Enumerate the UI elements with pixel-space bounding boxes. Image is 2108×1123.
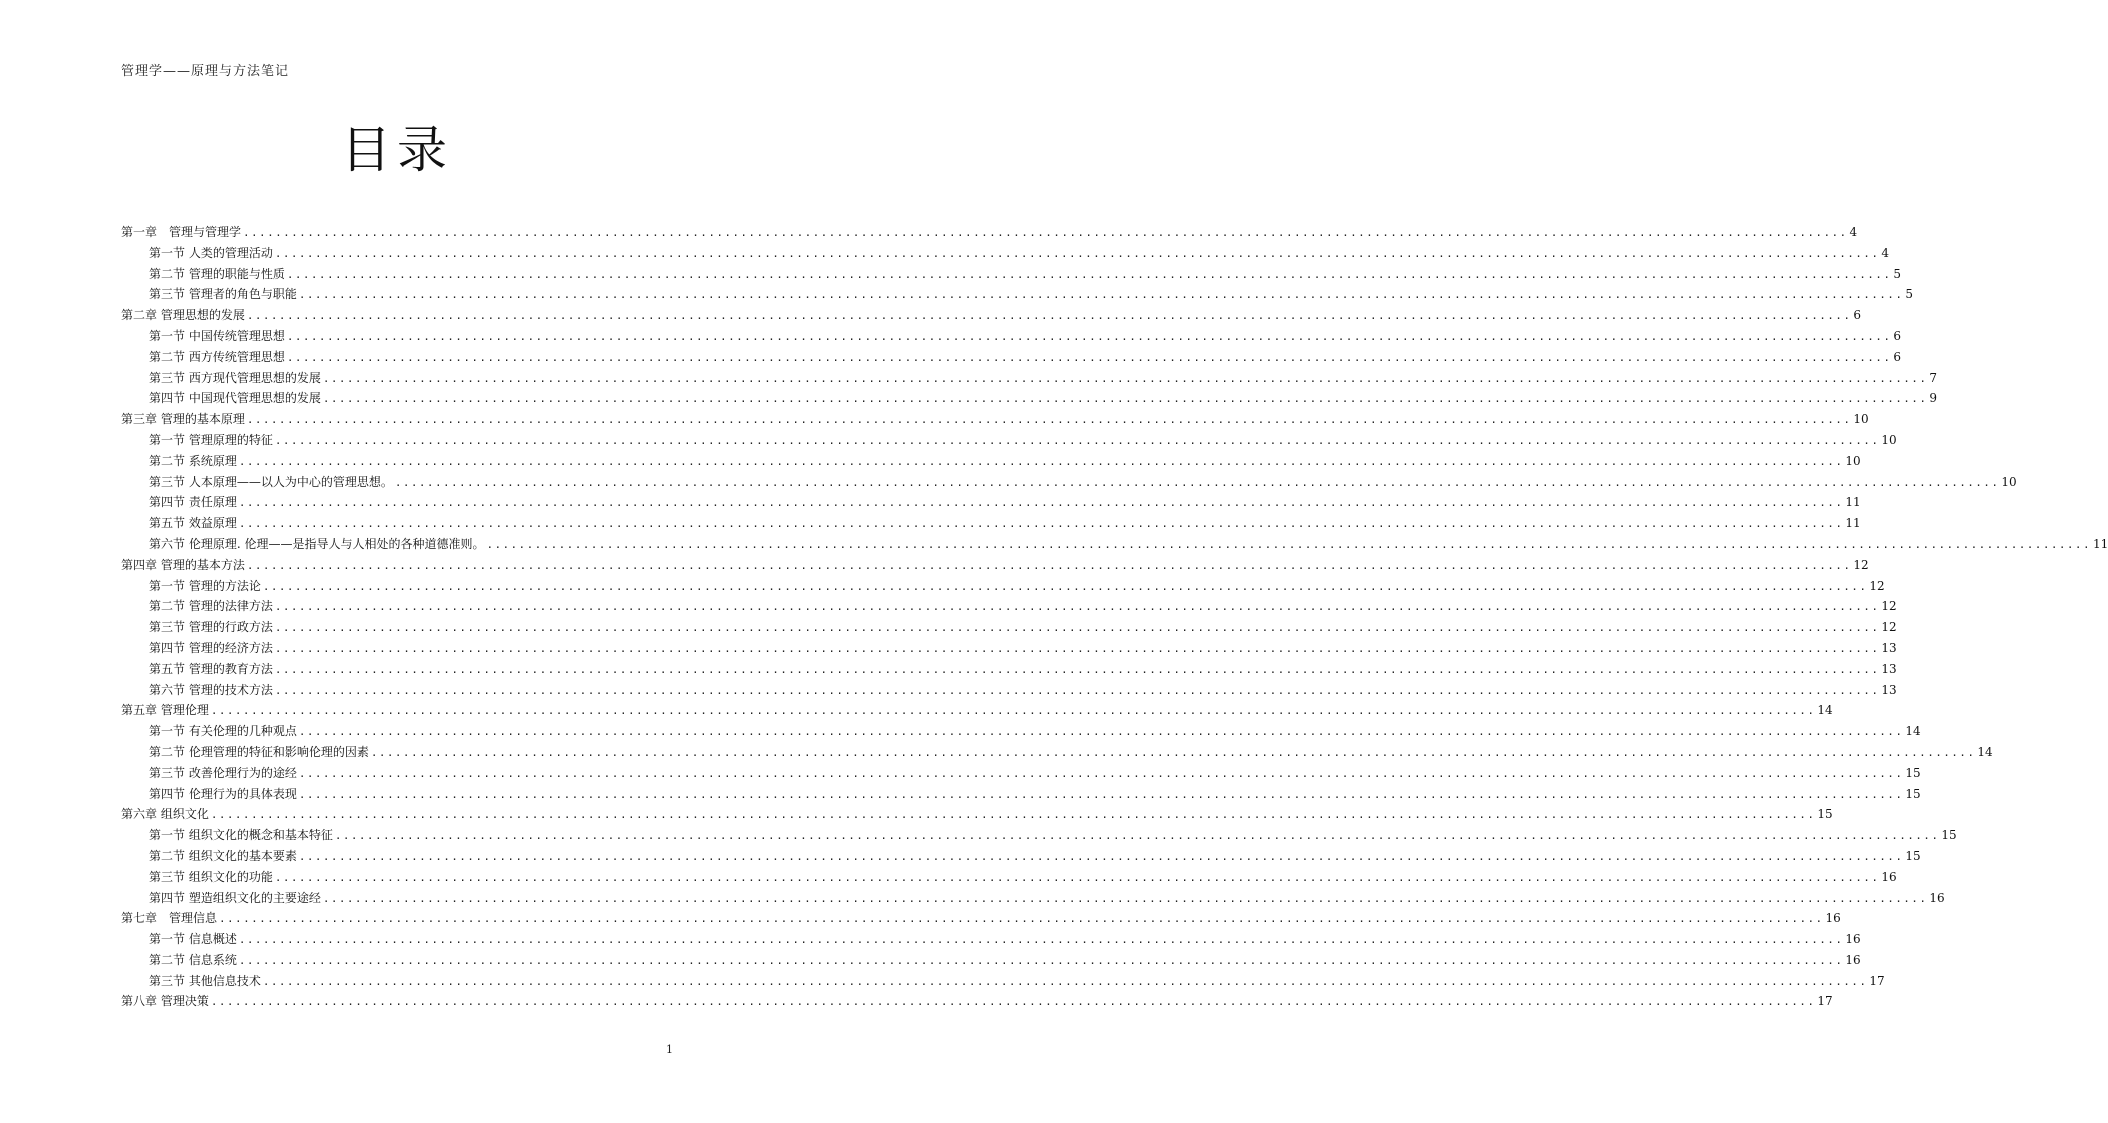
- toc-dot-leader: ........................................................................................................................................................................................................: [298, 725, 1904, 739]
- toc-entry-label: 第五章 管理伦理: [121, 703, 209, 718]
- toc-section-entry[interactable]: [121, 534, 2108, 555]
- toc-section-entry[interactable]: [121, 763, 1921, 784]
- toc-entry-label: 第二节 系统原理: [149, 453, 237, 468]
- toc-section-entry[interactable]: [121, 388, 1937, 409]
- toc-section-entry[interactable]: [121, 576, 1885, 597]
- toc-dot-leader: ........................................................................................................................................................................................................: [274, 600, 1880, 614]
- toc-entry-label: 第二节 管理的法律方法: [149, 599, 273, 614]
- toc-entry-label: 第三节 人本原理——以人为中心的管理思想。: [149, 474, 393, 489]
- toc-entry-page: 4: [1881, 245, 1889, 260]
- toc-dot-leader: ........................................................................................................................................................................................................: [370, 745, 1976, 759]
- toc-entry-label: 第一节 组织文化的概念和基本特征: [149, 828, 333, 843]
- toc-entry-label: 第三节 改善伦理行为的途经: [149, 765, 297, 780]
- toc-chapter-entry[interactable]: [121, 804, 1833, 825]
- toc-dot-leader: ........................................................................................................................................................................................................: [210, 995, 1816, 1009]
- toc-entry-label: 第四节 伦理行为的具体表现: [149, 786, 297, 801]
- toc-entry-page: 6: [1893, 349, 1901, 364]
- toc-entry-label: 第三节 管理的行政方法: [149, 620, 273, 635]
- toc-dot-leader: ........................................................................................................................................................................................................: [246, 413, 1852, 427]
- toc-entry-page: 14: [1977, 744, 1993, 759]
- toc-entry-label: 第三章 管理的基本原理: [121, 412, 245, 427]
- toc-entry-label: 第一节 人类的管理活动: [149, 245, 273, 260]
- toc-section-entry[interactable]: [121, 680, 1897, 701]
- toc-dot-leader: ........................................................................................................................................................................................................: [210, 808, 1816, 822]
- toc-entry-label: 第五节 管理的教育方法: [149, 661, 273, 676]
- toc-section-entry[interactable]: [121, 513, 1861, 534]
- toc-chapter-entry[interactable]: [121, 305, 1861, 326]
- toc-dot-leader: ........................................................................................................................................................................................................: [238, 953, 1844, 967]
- toc-dot-leader: ........................................................................................................................................................................................................: [238, 933, 1844, 947]
- toc-dot-leader: ........................................................................................................................................................................................................: [246, 558, 1852, 572]
- toc-entry-label: 第四节 管理的经济方法: [149, 640, 273, 655]
- toc-section-entry[interactable]: [121, 888, 1945, 909]
- toc-entry-label: 第三节 其他信息技术: [149, 973, 261, 988]
- toc-dot-leader: ........................................................................................................................................................................................................: [486, 537, 2091, 551]
- toc-section-entry[interactable]: [121, 326, 1901, 347]
- toc-entry-page: 14: [1905, 724, 1921, 739]
- toc-dot-leader: ........................................................................................................................................................................................................: [210, 704, 1816, 718]
- toc-dot-leader: ........................................................................................................................................................................................................: [262, 974, 1868, 988]
- toc-dot-leader: ........................................................................................................................................................................................................: [322, 371, 1928, 385]
- toc-section-entry[interactable]: [121, 596, 1897, 617]
- toc-dot-leader: ........................................................................................................................................................................................................: [274, 621, 1880, 635]
- toc-entry-label: 第二章 管理思想的发展: [121, 308, 245, 323]
- toc-entry-label: 第二节 信息系统: [149, 952, 237, 967]
- toc-dot-leader: ........................................................................................................................................................................................................: [243, 226, 1848, 239]
- toc-entry-page: 12: [1881, 599, 1897, 614]
- toc-entry-label: 第一章 管理与管理学: [121, 225, 242, 239]
- toc-dot-leader: ........................................................................................................................................................................................................: [274, 870, 1880, 884]
- toc-entry-page: 10: [2001, 474, 2017, 489]
- toc-section-entry[interactable]: [121, 742, 1993, 763]
- toc-chapter-entry[interactable]: [121, 409, 1869, 430]
- document-header: 管理学——原理与方法笔记: [121, 64, 290, 79]
- toc-section-entry[interactable]: [121, 451, 1861, 472]
- toc-dot-leader: ........................................................................................................................................................................................................: [334, 829, 1940, 843]
- toc-section-entry[interactable]: [121, 846, 1921, 867]
- toc-entry-page: 15: [1941, 828, 1957, 843]
- toc-entry-page: 15: [1905, 848, 1921, 863]
- toc-entry-label: 第三节 组织文化的功能: [149, 869, 273, 884]
- toc-entry-label: 第三节 西方现代管理思想的发展: [149, 370, 321, 385]
- toc-entry-label: 第二节 管理的职能与性质: [149, 266, 285, 281]
- toc-entry-page: 6: [1893, 328, 1901, 343]
- toc-entry-label: 第一节 管理原理的特征: [149, 432, 273, 447]
- toc-entry-label: 第一节 信息概述: [149, 932, 237, 947]
- toc-entry-label: 第四节 中国现代管理思想的发展: [149, 391, 321, 406]
- toc-entry-label: 第一节 中国传统管理思想: [149, 328, 285, 343]
- toc-dot-leader: ........................................................................................................................................................................................................: [298, 766, 1904, 780]
- toc-dot-leader: ........................................................................................................................................................................................................: [262, 579, 1868, 593]
- toc-dot-leader: ........................................................................................................................................................................................................: [322, 392, 1928, 406]
- toc-entry-page: 15: [1817, 807, 1833, 822]
- toc-chapter-entry[interactable]: [121, 991, 1833, 1012]
- toc-entry-page: 14: [1817, 703, 1833, 718]
- toc-entry-page: 10: [1853, 412, 1869, 427]
- toc-dot-leader: ........................................................................................................................................................................................................: [274, 641, 1880, 655]
- toc-entry-label: 第二节 西方传统管理思想: [149, 349, 285, 364]
- toc-dot-leader: ........................................................................................................................................................................................................: [286, 267, 1892, 281]
- toc-entry-page: 4: [1849, 225, 1858, 239]
- toc-dot-leader: ........................................................................................................................................................................................................: [219, 912, 1824, 926]
- toc-section-entry[interactable]: [121, 243, 1889, 264]
- toc-entry-page: 15: [1905, 786, 1921, 801]
- toc-section-entry[interactable]: [121, 721, 1921, 742]
- toc-section-entry[interactable]: [121, 430, 1897, 451]
- toc-section-entry[interactable]: [121, 347, 1901, 368]
- toc-entry-page: 13: [1881, 640, 1897, 655]
- toc-dot-leader: ........................................................................................................................................................................................................: [238, 517, 1844, 531]
- toc-entry-label: 第四章 管理的基本方法: [121, 557, 245, 572]
- toc-entry-page: 11: [1845, 516, 1861, 531]
- toc-dot-leader: ........................................................................................................................................................................................................: [246, 309, 1852, 323]
- toc-dot-leader: ........................................................................................................................................................................................................: [274, 683, 1880, 697]
- toc-section-entry[interactable]: [121, 659, 1897, 680]
- toc-entry-page: 16: [1845, 932, 1861, 947]
- toc-section-entry[interactable]: [121, 784, 1921, 805]
- toc-entry-page: 12: [1881, 620, 1897, 635]
- toc-entry-label: 第七章 管理信息: [121, 911, 218, 926]
- toc-entry-page: 10: [1881, 432, 1897, 447]
- toc-entry-page: 9: [1929, 391, 1937, 406]
- toc-section-entry[interactable]: [121, 950, 1861, 971]
- toc-entry-label: 第六节 伦理原理. 伦理——是指导人与人相处的各种道德准则。: [149, 536, 485, 551]
- toc-dot-leader: ........................................................................................................................................................................................................: [238, 454, 1844, 468]
- toc-section-entry[interactable]: [121, 638, 1897, 659]
- toc-entry-page: 11: [1845, 495, 1861, 510]
- toc-entry-page: 5: [1905, 287, 1913, 302]
- toc-dot-leader: ........................................................................................................................................................................................................: [274, 246, 1880, 260]
- toc-entry-page: 17: [1869, 973, 1885, 988]
- toc-entry-page: 16: [1825, 911, 1841, 926]
- toc-section-entry[interactable]: [121, 492, 1861, 513]
- toc-dot-leader: ........................................................................................................................................................................................................: [286, 350, 1892, 364]
- toc-entry-page: 13: [1881, 661, 1897, 676]
- toc-dot-leader: ........................................................................................................................................................................................................: [274, 662, 1880, 676]
- toc-dot-leader: ........................................................................................................................................................................................................: [298, 849, 1904, 863]
- toc-section-entry[interactable]: [121, 264, 1901, 285]
- toc-entry-label: 第二节 伦理管理的特征和影响伦理的因素: [149, 744, 369, 759]
- toc-dot-leader: ........................................................................................................................................................................................................: [238, 496, 1844, 510]
- toc-dot-leader: ........................................................................................................................................................................................................: [298, 288, 1904, 302]
- toc-dot-leader: ........................................................................................................................................................................................................: [394, 475, 2000, 489]
- toc-section-entry[interactable]: [121, 472, 2017, 493]
- toc-entry-label: 第六节 管理的技术方法: [149, 682, 273, 697]
- toc-entry-label: 第一节 有关伦理的几种观点: [149, 724, 297, 739]
- toc-entry-page: 7: [1929, 370, 1937, 385]
- toc-chapter-entry[interactable]: [121, 222, 1858, 243]
- toc-entry-page: 11: [2092, 536, 2108, 551]
- toc-entry-label: 第三节 管理者的角色与职能: [149, 287, 297, 302]
- toc-entry-label: 第二节 组织文化的基本要素: [149, 848, 297, 863]
- toc-section-entry[interactable]: [121, 825, 1957, 846]
- toc-entry-page: 16: [1881, 869, 1897, 884]
- toc-entry-page: 16: [1929, 890, 1945, 905]
- toc-entry-label: 第六章 组织文化: [121, 807, 209, 822]
- toc-entry-page: 17: [1817, 994, 1833, 1009]
- toc-entry-page: 6: [1853, 308, 1861, 323]
- toc-entry-page: 12: [1869, 578, 1885, 593]
- toc-entry-label: 第一节 管理的方法论: [149, 578, 261, 593]
- toc-entry-page: 12: [1853, 557, 1869, 572]
- toc-section-entry[interactable]: [121, 284, 1913, 305]
- toc-entry-page: 16: [1845, 952, 1861, 967]
- page-title: 目录: [341, 121, 453, 179]
- toc-entry-page: 10: [1845, 453, 1861, 468]
- toc-entry-page: 5: [1893, 266, 1901, 281]
- toc-section-entry[interactable]: [121, 368, 1937, 389]
- table-of-contents: [121, 222, 2108, 1012]
- toc-chapter-entry[interactable]: [121, 555, 1869, 576]
- toc-dot-leader: ........................................................................................................................................................................................................: [322, 891, 1928, 905]
- page-number: 1: [666, 1043, 673, 1056]
- toc-chapter-entry[interactable]: [121, 908, 1841, 929]
- toc-entry-page: 13: [1881, 682, 1897, 697]
- toc-dot-leader: ........................................................................................................................................................................................................: [286, 329, 1892, 343]
- toc-entry-label: 第四节 责任原理: [149, 495, 237, 510]
- toc-entry-label: 第五节 效益原理: [149, 516, 237, 531]
- toc-entry-page: 15: [1905, 765, 1921, 780]
- toc-entry-label: 第四节 塑造组织文化的主要途经: [149, 890, 321, 905]
- toc-section-entry[interactable]: [121, 929, 1861, 950]
- toc-dot-leader: ........................................................................................................................................................................................................: [274, 433, 1880, 447]
- toc-chapter-entry[interactable]: [121, 700, 1833, 721]
- toc-section-entry[interactable]: [121, 617, 1897, 638]
- toc-section-entry[interactable]: [121, 867, 1897, 888]
- toc-dot-leader: ........................................................................................................................................................................................................: [298, 787, 1904, 801]
- toc-entry-label: 第八章 管理决策: [121, 994, 209, 1009]
- toc-section-entry[interactable]: [121, 971, 1885, 992]
